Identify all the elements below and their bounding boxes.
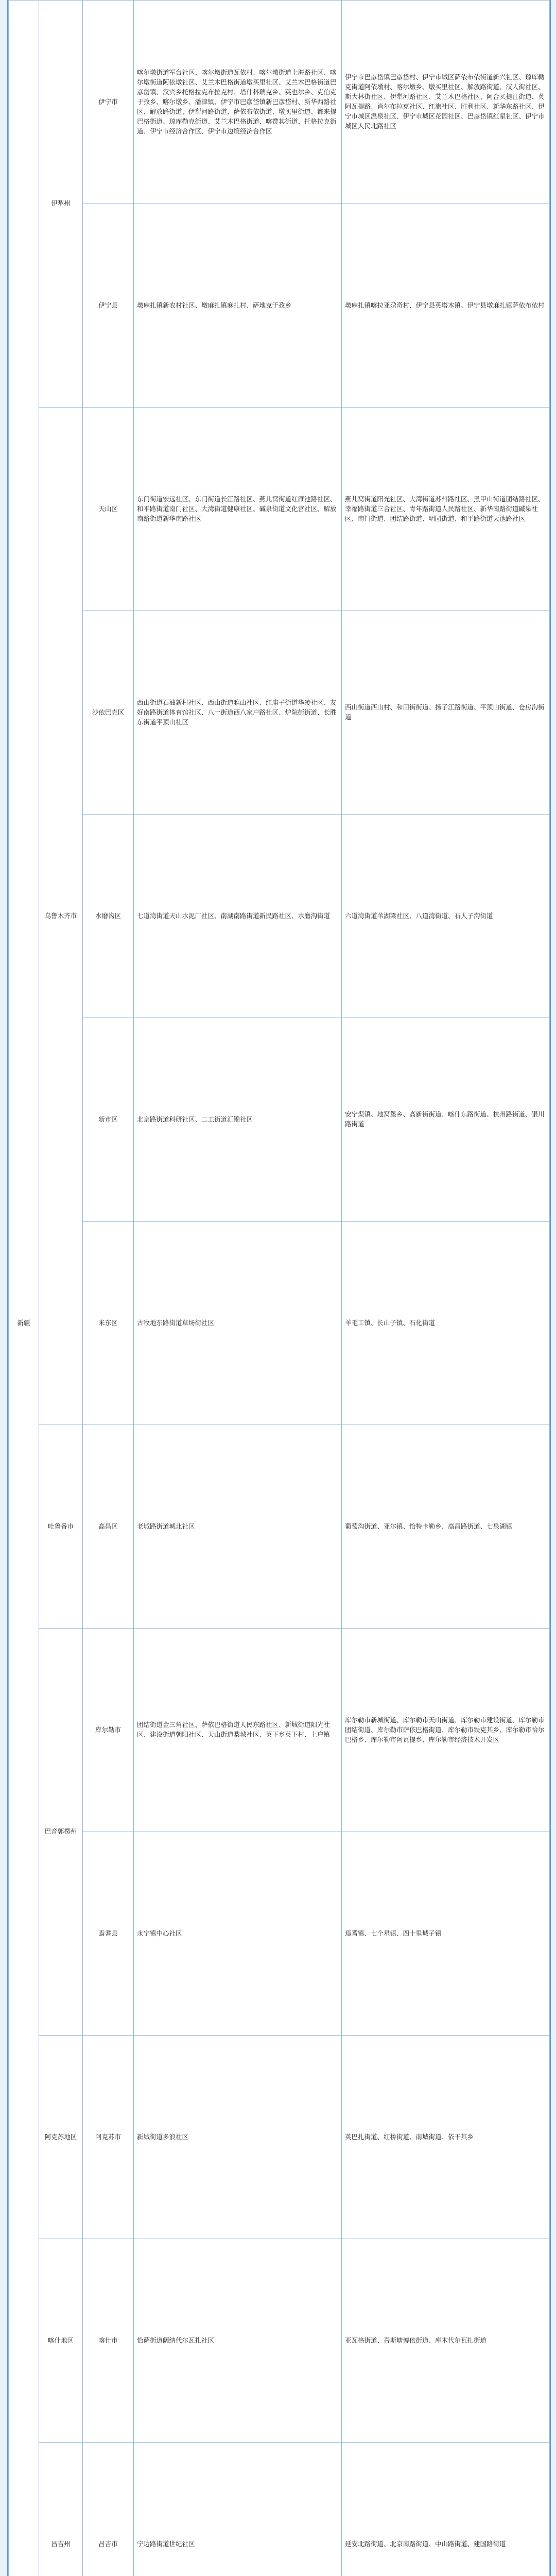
high-risk-areas-cell: 喀尔墩街道军台社区、喀尔墩街道瓦依村、喀尔墩街道上海路社区、喀尔墩街道阿依墩社区、艾兰木巴格街道墩买里社区、艾兰木巴格街道巴彦岱镇、汉宾乡托格拉克布拉克村、塔什科瑞克乡、英也尔乡、克伯克于孜乡、喀尔墩乡、潘津镇、伊宁市巴彦岱镇新巴彦岱村、新华西路社区、解放路街道、伊犁河路街道、萨依布依街道、墩买里街道、都来提巴格街道、琼库勒克街道、艾兰木巴格街道、喀赞其街道、托格拉克街道、伊宁市经济合作区、伊宁市边境经济合作区 — [134, 1, 342, 204]
table-row — [9, 611, 550, 815]
table-row — [9, 815, 550, 1018]
county-cell: 天山区 — [83, 408, 134, 611]
high-risk-areas-cell: 古牧地东路街道草场街社区 — [134, 1222, 342, 1425]
high-risk-areas-cell: 东门街道宏远社区、东门街道长江路社区、燕儿窝街道红雁池路社区、和平路街道南门社区、大湾街道健康社区、碱泉街道文化宫社区、解放南路街道新华南路社区 — [134, 408, 342, 611]
county-cell: 高昌区 — [83, 1425, 134, 1629]
city-cell: 巴音郭楞州 — [39, 1629, 83, 2036]
county-cell: 库尔勒市 — [83, 1629, 134, 1832]
mid-risk-areas-cell: 墩麻扎镇喀拉亚尕奇村、伊宁县英塔木镇、伊宁县墩麻扎镇萨依布依村 — [342, 204, 550, 408]
city-cell: 吐鲁番市 — [39, 1425, 83, 1629]
table-row — [9, 1222, 550, 1425]
mid-risk-areas-cell: 伊宁市巴彦岱镇巴彦岱村、伊宁市城区萨依布依街道新兴社区、琼库勒克街道阿依墩村、喀尔墩乡、墩买里社区、解放路街道、汉人街社区、斯大林街社区、伊犁河路社区、艾兰木巴格社区、阿合买提江街道、英阿瓦提路、肖尔布拉克社区、红旗社区、胜利社区、新华东路社区、伊宁市城区温泉社区、伊宁市城区花园社区、巴彦岱镇红星社区、伊宁市城区人民北路社区 — [342, 1, 550, 204]
table-row — [9, 408, 550, 611]
county-cell: 阿克苏市 — [83, 2036, 134, 2239]
table-row — [9, 204, 550, 408]
table-row — [9, 1832, 550, 2036]
mid-risk-areas-cell: 西山街道西山村、和田街街道、扬子江路街道、平顶山街道、仓房沟街道 — [342, 611, 550, 815]
city-cell: 昌吉州 — [39, 2443, 83, 2576]
high-risk-areas-cell: 七道湾街道天山水泥厂社区、南湖南路街道新民路社区、水磨沟街道 — [134, 815, 342, 1018]
city-cell: 乌鲁木齐市 — [39, 408, 83, 1425]
county-cell: 水磨沟区 — [83, 815, 134, 1018]
table-row — [9, 1, 550, 204]
mid-risk-areas-cell: 亚瓦格街道、吾斯塘博依街道、库木代尔瓦扎街道 — [342, 2239, 550, 2443]
city-cell: 喀什地区 — [39, 2239, 83, 2443]
mid-risk-areas-cell: 英巴扎街道、红桥街道、南城街道、依干其乡 — [342, 2036, 550, 2239]
high-risk-areas-cell: 永宁镇中心社区 — [134, 1832, 342, 2036]
mid-risk-areas-cell: 羊毛工镇、长山子镇、石化街道 — [342, 1222, 550, 1425]
mid-risk-areas-cell: 安宁渠镇、地窝堡乡、高新街街道、喀什东路街道、杭州路街道、银川路街道 — [342, 1018, 550, 1222]
high-risk-areas-cell: 西山街道石油新村社区、西山街道雅山社区、红庙子街道华凌社区、友好南路街道体育馆社区、八一街道西八家户路社区、炉院街街道、长胜东街道平顶山社区 — [134, 611, 342, 815]
risk-area-table-body — [9, 1, 550, 2576]
county-cell: 喀什市 — [83, 2239, 134, 2443]
city-cell: 阿克苏地区 — [39, 2036, 83, 2239]
mid-risk-areas-cell: 延安北路街道、北京南路街道、中山路街道、建国路街道 — [342, 2443, 550, 2576]
table-row — [9, 1018, 550, 1222]
risk-area-table — [8, 0, 550, 2576]
city-cell: 伊犁州 — [39, 1, 83, 408]
province-cell: 新疆 — [9, 1, 39, 2576]
county-cell: 新市区 — [83, 1018, 134, 1222]
table-row — [9, 2239, 550, 2443]
table-row — [9, 1629, 550, 1832]
high-risk-areas-cell: 北京路街道科研社区、二工街道汇锦社区 — [134, 1018, 342, 1222]
risk-area-sheet — [7, 0, 551, 2576]
high-risk-areas-cell: 新城街道多浪社区 — [134, 2036, 342, 2239]
high-risk-areas-cell: 老城路街道城北社区 — [134, 1425, 342, 1629]
county-cell: 沙依巴克区 — [83, 611, 134, 815]
mid-risk-areas-cell: 库尔勒市新城街道、库尔勒市天山街道、库尔勒市建设街道、库尔勒市团结街道、库尔勒市萨依巴格街道、库尔勒市铁克其乡、库尔勒市恰尔巴格乡、库尔勒市阿瓦提乡、库尔勒市经济技术开发区 — [342, 1629, 550, 1832]
county-cell: 伊宁县 — [83, 204, 134, 408]
mid-risk-areas-cell: 焉耆镇、七个星镇、四十里城子镇 — [342, 1832, 550, 2036]
county-cell: 昌吉市 — [83, 2443, 134, 2576]
mid-risk-areas-cell: 燕儿窝街道阳光社区、大湾街道苏州路社区、黑甲山街道团结路社区、幸福路街道三合社区、青年路街道人民路社区、新华南路街道碱泉社区、南门街道、团结路街道、明园街道、和平路街道天池路社区 — [342, 408, 550, 611]
county-cell: 伊宁市 — [83, 1, 134, 204]
table-row — [9, 1425, 550, 1629]
high-risk-areas-cell: 墩麻扎镇新农村社区、墩麻扎镇麻扎村、萨地克于孜乡 — [134, 204, 342, 408]
high-risk-areas-cell: 团结街道金三角社区、萨依巴格街道人民东路社区、新城街道阳光社区、建设街道朝阳社区、天山街道梨城社区、英下乡英下村、上户镇 — [134, 1629, 342, 1832]
high-risk-areas-cell: 恰萨街道阔纳代尔瓦扎社区 — [134, 2239, 342, 2443]
table-row — [9, 2036, 550, 2239]
county-cell: 米东区 — [83, 1222, 134, 1425]
table-row — [9, 2443, 550, 2576]
mid-risk-areas-cell: 六道湾街道苇湖梁社区、八道湾街道、石人子沟街道 — [342, 815, 550, 1018]
mid-risk-areas-cell: 葡萄沟街道、亚尔镇、恰特卡勒乡、高昌路街道、七泉湖镇 — [342, 1425, 550, 1629]
county-cell: 焉耆县 — [83, 1832, 134, 2036]
high-risk-areas-cell: 宁边路街道世纪社区 — [134, 2443, 342, 2576]
